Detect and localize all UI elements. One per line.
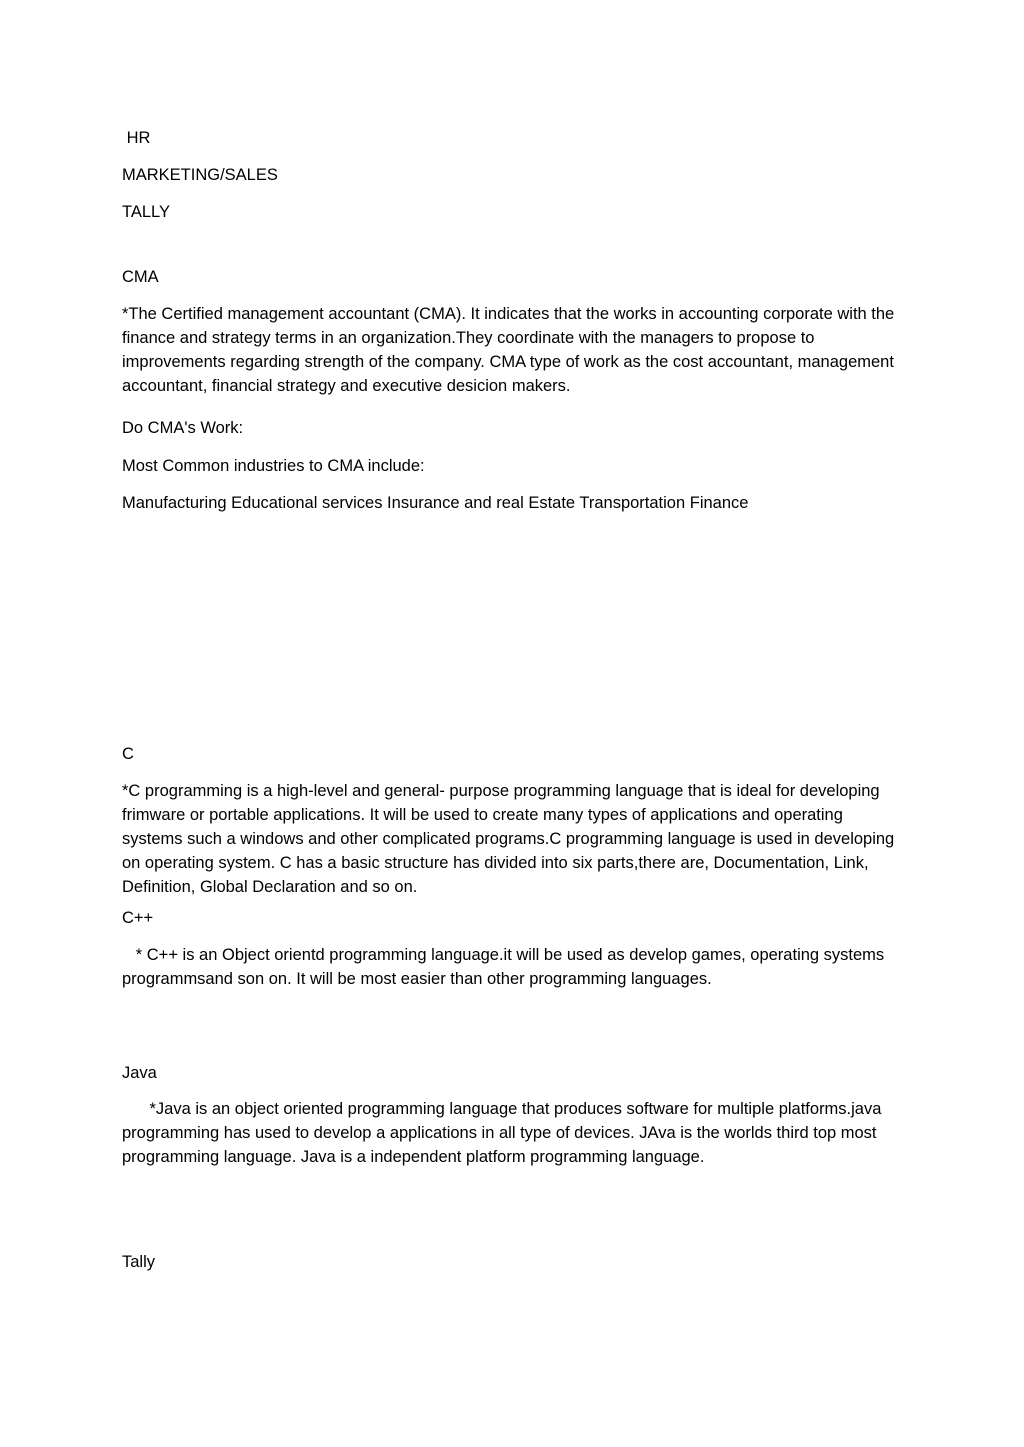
list-item-marketing-sales: MARKETING/SALES	[122, 166, 278, 184]
cma-industries-label: Most Common industries to CMA include:	[122, 457, 425, 475]
java-heading: Java	[122, 1064, 157, 1082]
list-item-hr: HR	[122, 129, 151, 147]
list-item-tally: TALLY	[122, 203, 170, 221]
cma-do-work-label: Do CMA's Work:	[122, 419, 244, 437]
cma-paragraph: *The Certified management accountant (CMA). It indicates that the works in accounting corporate with the finance and strategy terms in an organization.They coordinate with the managers to propose to improvements regarding strength of the company. CMA type of work as the cost accountant, management accountant, financial strategy and executive desicion makers.	[122, 305, 895, 395]
c-heading: C	[122, 745, 134, 763]
cma-heading: CMA	[122, 268, 159, 286]
cpp-heading: C++	[122, 909, 154, 927]
java-paragraph: *Java is an object oriented programming language that produces software for multiple platforms.java programming has used to develop a applications in all type of devices. JAva is the worlds third top most programming language. Java is a independent platform programming language.	[122, 1100, 886, 1166]
cma-industries-list: Manufacturing Educational services Insurance and real Estate Transportation Finance	[122, 494, 749, 512]
c-paragraph: *C programming is a high-level and general- purpose programming language that is ideal for developing frimware or portable applications. It will be used to create many types of applications and operating systems such a windows and other complicated programs.C programming language is used in developing on operating system. C has a basic structure has divided into six parts,there are, Documentation, Link, Definition, Global Declaration and so on.	[122, 782, 895, 896]
tally-heading: Tally	[122, 1253, 156, 1271]
cpp-paragraph: * C++ is an Object orientd programming language.it will be used as develop games, operating systems programmsand son on. It will be most easier than other programming languages.	[122, 946, 889, 988]
